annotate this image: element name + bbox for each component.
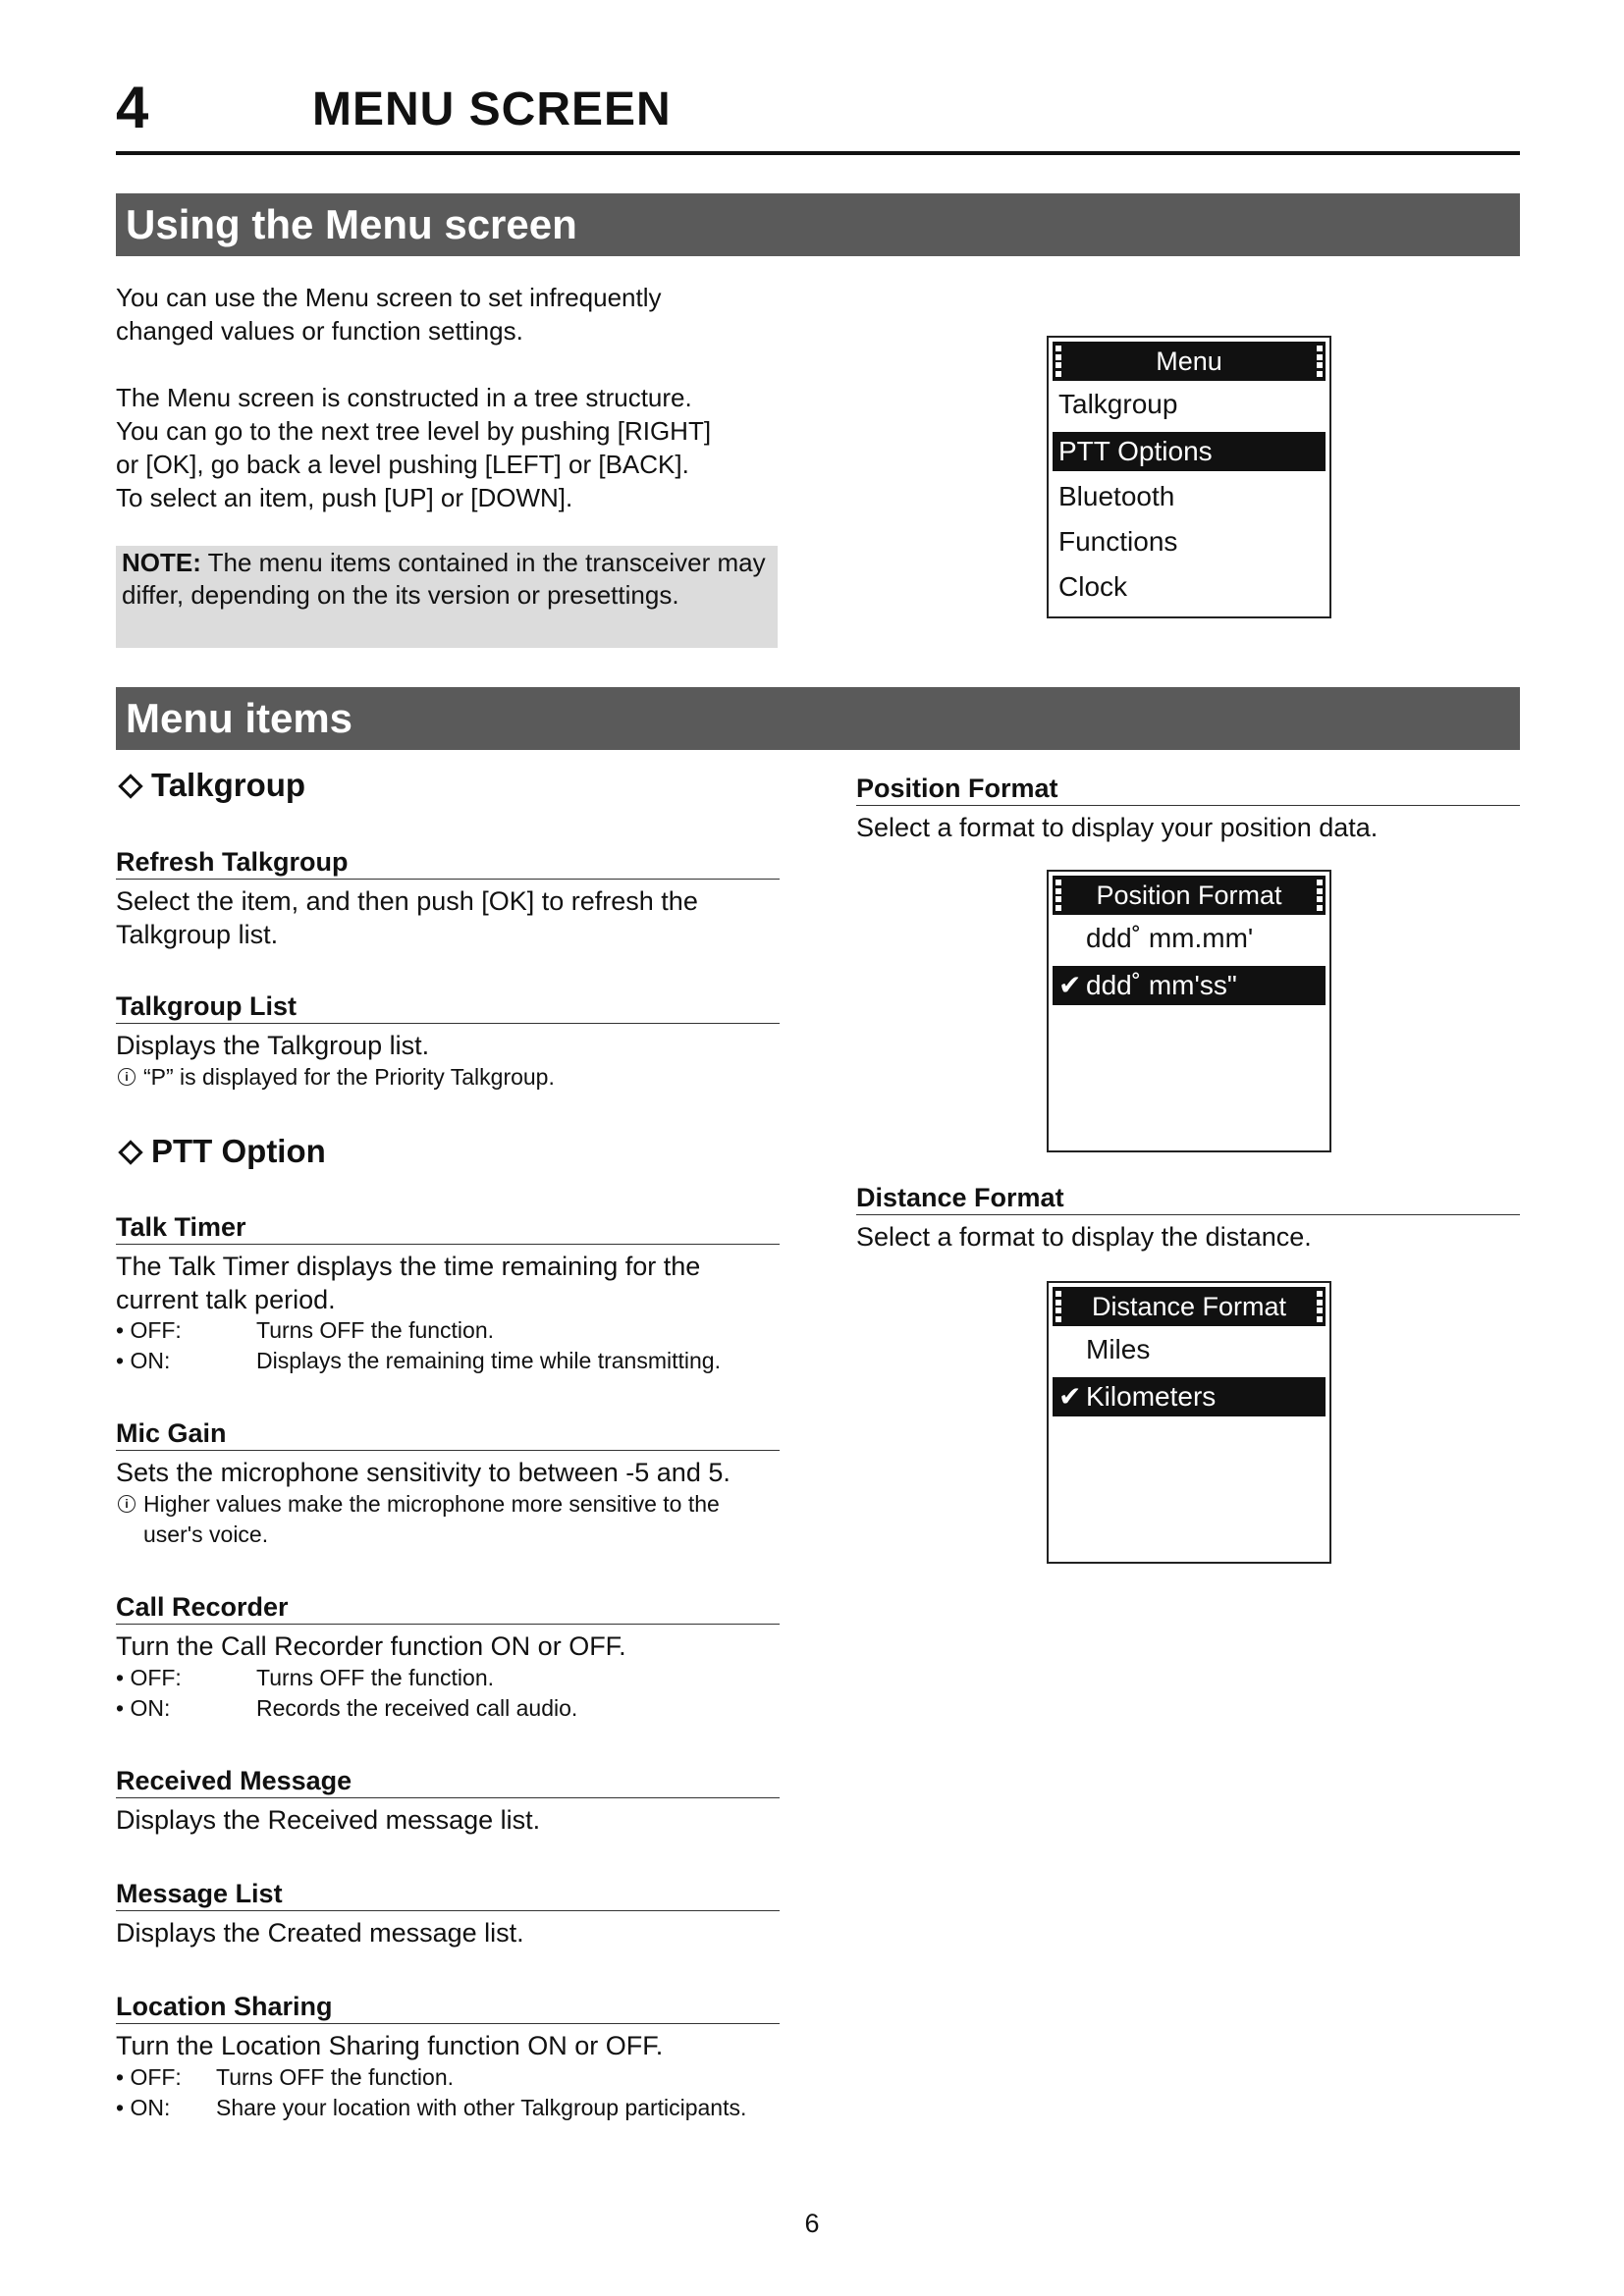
info-text: Higher values make the microphone more sensitive to the user's voice. xyxy=(143,1491,720,1547)
bullet-key: • OFF: xyxy=(116,2064,182,2090)
item-heading-call-recorder: Call Recorder xyxy=(116,1590,780,1625)
item-heading-mic-gain: Mic Gain xyxy=(116,1416,780,1451)
position-format-screen-title-bar xyxy=(1053,876,1326,915)
item-desc-talk-timer: The Talk Timer displays the time remaining for the current talk period. xyxy=(116,1252,701,1314)
distance-option-kilometers xyxy=(1053,1377,1326,1416)
info-note xyxy=(116,1062,780,1093)
item-heading-received-message: Received Message xyxy=(116,1764,780,1798)
bullet-list-location-sharing xyxy=(116,2062,780,2123)
bullet-key: • OFF: xyxy=(116,1317,182,1343)
tree-line-2: You can go to the next tree level by pushing [RIGHT] xyxy=(116,416,712,446)
diamond-icon xyxy=(118,774,142,798)
info-icon: i xyxy=(118,1068,135,1086)
chapter-rule xyxy=(116,151,1520,155)
bullet-list-talk-timer xyxy=(116,1315,780,1376)
note-text: The menu items contained in the transceiver may differ, depending on the its version or presettings. xyxy=(122,548,766,610)
item-desc-received-message: Displays the Received message list. xyxy=(116,1805,541,1835)
item-heading-distance-format: Distance Format xyxy=(856,1181,1520,1215)
category-heading-text: Talkgroup xyxy=(151,767,306,803)
bullet-item xyxy=(116,1315,780,1346)
item-desc-distance-format: Select a format to display the distance. xyxy=(856,1222,1312,1252)
menu-item-functions: Functions xyxy=(1058,526,1178,557)
checkmark-icon: ✔ xyxy=(1058,1381,1082,1412)
bullet-item xyxy=(116,2062,780,2093)
bullet-key: • ON: xyxy=(116,2095,171,2120)
category-heading-text: PTT Option xyxy=(151,1133,326,1169)
intro-paragraph: You can use the Menu screen to set infrequently changed values or function settings. xyxy=(116,283,662,346)
page-number: 6 xyxy=(804,2209,820,2238)
bullet-item xyxy=(116,1346,780,1376)
item-heading-message-list: Message List xyxy=(116,1877,780,1911)
intro-text xyxy=(116,281,764,514)
bullet-item xyxy=(116,2093,780,2123)
bullet-value: Records the received call audio. xyxy=(256,1695,578,1721)
bullet-key: • OFF: xyxy=(116,1665,182,1690)
position-format-screen-title: Position Format xyxy=(1096,881,1282,910)
bullet-key: • ON: xyxy=(116,1348,171,1373)
position-format-screen-mockup xyxy=(1047,870,1331,1152)
distance-format-screen-mockup xyxy=(1047,1281,1331,1564)
item-desc-refresh-talkgroup: Select the item, and then push [OK] to refresh the Talkgroup list. xyxy=(116,886,698,949)
tree-line-1: The Menu screen is constructed in a tree structure. xyxy=(116,383,692,412)
item-heading-talkgroup-list: Talkgroup List xyxy=(116,989,780,1024)
info-note xyxy=(116,1489,754,1550)
menu-screen-mockup xyxy=(1047,336,1331,618)
scroll-indicator-icon xyxy=(1317,880,1323,911)
chapter-number: 4 xyxy=(116,75,149,140)
menu-item-bluetooth: Bluetooth xyxy=(1058,481,1175,511)
bullet-list-call-recorder xyxy=(116,1663,780,1724)
bullet-item xyxy=(116,1693,780,1724)
menu-item-clock: Clock xyxy=(1058,571,1128,602)
tree-line-3: or [OK], go back a level pushing [LEFT] or [BACK]. xyxy=(116,450,689,479)
tree-line-4: To select an item, push [UP] or [DOWN]. xyxy=(116,483,573,512)
bullet-value: Turns OFF the function. xyxy=(256,1665,495,1690)
item-desc-call-recorder: Turn the Call Recorder function ON or OFF. xyxy=(116,1631,626,1661)
item-desc-message-list: Displays the Created message list. xyxy=(116,1918,524,1948)
item-desc-talkgroup-list: Displays the Talkgroup list. xyxy=(116,1031,430,1060)
info-icon: i xyxy=(118,1495,135,1513)
position-option-minutes-seconds xyxy=(1053,966,1326,1005)
tree-paragraph xyxy=(116,381,764,514)
item-heading-talk-timer: Talk Timer xyxy=(116,1210,780,1245)
bullet-item xyxy=(116,1663,780,1693)
menu-item-ptt-options: PTT Options xyxy=(1053,432,1326,471)
bullet-key: • ON: xyxy=(116,1695,171,1721)
section-bar-using-menu: Using the Menu screen xyxy=(116,193,1520,256)
option-label: Kilometers xyxy=(1086,1381,1217,1412)
bullet-value: Turns OFF the function. xyxy=(256,1317,495,1343)
item-heading-location-sharing: Location Sharing xyxy=(116,1990,780,2024)
bullet-value: Share your location with other Talkgroup participants. xyxy=(216,2095,747,2120)
item-desc-position-format: Select a format to display your position data. xyxy=(856,813,1379,842)
scroll-indicator-icon xyxy=(1317,1291,1323,1322)
category-heading-ptt-option xyxy=(116,1132,780,1171)
distance-option-miles: Miles xyxy=(1086,1334,1151,1364)
menu-screen-title-bar xyxy=(1053,342,1326,381)
item-desc-location-sharing: Turn the Location Sharing function ON or OFF. xyxy=(116,2031,664,2060)
option-label: ddd˚ mm'ss" xyxy=(1086,970,1237,1000)
category-heading-talkgroup xyxy=(116,766,780,805)
bullet-value: Turns OFF the function. xyxy=(216,2064,455,2090)
scroll-indicator-icon xyxy=(1056,346,1061,377)
section-bar-menu-items: Menu items xyxy=(116,687,1520,750)
diamond-icon xyxy=(118,1140,142,1164)
item-heading-position-format: Position Format xyxy=(856,772,1520,806)
scroll-indicator-icon xyxy=(1056,1291,1061,1322)
note-label: NOTE: xyxy=(122,548,201,577)
menu-screen-title: Menu xyxy=(1156,347,1222,376)
menu-item-talkgroup: Talkgroup xyxy=(1058,389,1178,419)
item-heading-refresh-talkgroup: Refresh Talkgroup xyxy=(116,845,780,880)
chapter-title: MENU SCREEN xyxy=(312,83,672,135)
scroll-indicator-icon xyxy=(1317,346,1323,377)
scroll-indicator-icon xyxy=(1056,880,1061,911)
bullet-value: Displays the remaining time while transmitting. xyxy=(256,1348,721,1373)
distance-format-screen-title-bar xyxy=(1053,1287,1326,1326)
info-text: “P” is displayed for the Priority Talkgroup. xyxy=(143,1064,555,1090)
checkmark-icon: ✔ xyxy=(1058,970,1082,1000)
note-box xyxy=(116,546,778,648)
item-desc-mic-gain: Sets the microphone sensitivity to between -5 and 5. xyxy=(116,1458,731,1487)
distance-format-screen-title: Distance Format xyxy=(1091,1292,1287,1321)
position-option-decimal-minutes: ddd˚ mm.mm' xyxy=(1086,923,1254,953)
